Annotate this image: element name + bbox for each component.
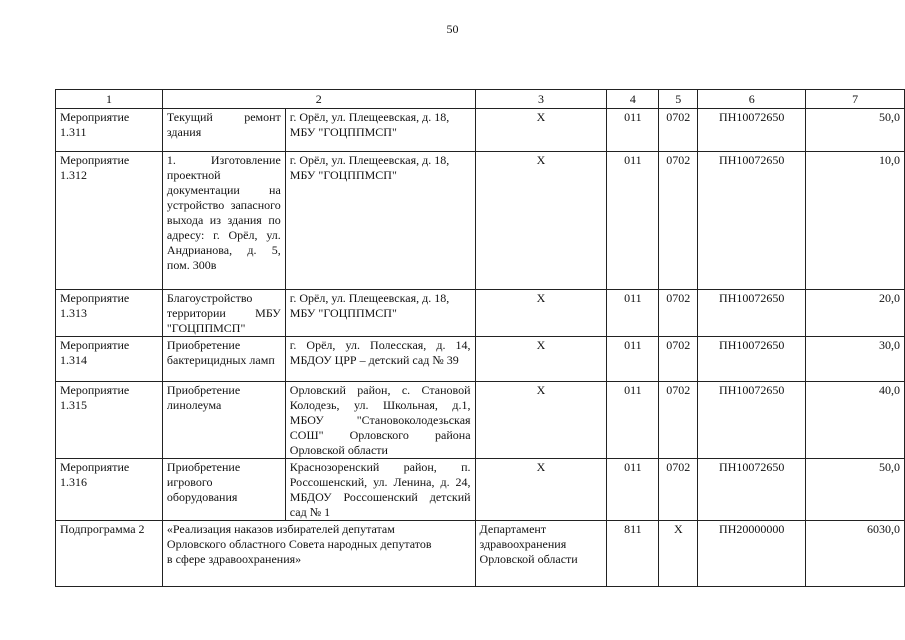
event-address-cell: г. Орёл, ул. Полесская, д. 14, МБДОУ ЦРР – детский сад № 39 [285,337,475,382]
target-code-cell: ПН10072650 [698,109,806,152]
event-id-cell: Мероприятие 1.312 [56,152,163,290]
code-cell: 811 [607,521,659,587]
section-cell: 0702 [659,337,698,382]
executor-cell: X [475,152,607,290]
subprogram-id-cell: Подпрограмма 2 [56,521,163,587]
code-cell: 011 [607,290,659,337]
event-address-cell: г. Орёл, ул. Плещеевская, д. 18, МБУ "ГОЦППМСП" [285,152,475,290]
event-name-cell: 1. Изготовление проектной документации на устройство запасного выхода из здания по адресу: г. Орёл, ул. Андрианова, д. 5, пом. 300в [162,152,285,290]
executor-cell: X [475,382,607,459]
header-cell-5: 5 [659,90,698,109]
code-cell: 011 [607,382,659,459]
budget-table [55,89,905,587]
header-cell-2: 2 [162,90,475,109]
event-id-cell: Мероприятие 1.315 [56,382,163,459]
target-code-cell: ПН10072650 [698,290,806,337]
amount-cell: 6030,0 [806,521,905,587]
page-number: 50 [446,22,459,36]
amount-cell: 20,0 [806,290,905,337]
section-cell: 0702 [659,382,698,459]
code-cell: 011 [607,109,659,152]
executor-cell: X [475,109,607,152]
executor-cell: X [475,337,607,382]
target-code-cell: ПН20000000 [698,521,806,587]
header-cell-7: 7 [806,90,905,109]
event-address-cell: г. Орёл, ул. Плещеевская, д. 18, МБУ "ГОЦППМСП" [285,290,475,337]
subprogram-executor-cell: Департамент здравоохранения Орловской области [475,521,607,587]
amount-cell: 10,0 [806,152,905,290]
section-cell: 0702 [659,290,698,337]
event-name-cell: Приобретение бактерицидных ламп [162,337,285,382]
event-name-cell: Приобретение линолеума [162,382,285,459]
amount-cell: 40,0 [806,382,905,459]
header-cell-6: 6 [698,90,806,109]
event-name-cell: Приобретение игрового оборудования [162,459,285,521]
executor-cell: X [475,459,607,521]
header-cell-3: 3 [475,90,607,109]
code-cell: 011 [607,152,659,290]
table-row [56,152,905,290]
target-code-cell: ПН10072650 [698,152,806,290]
code-cell: 011 [607,337,659,382]
code-cell: 011 [607,459,659,521]
event-id-cell: Мероприятие 1.316 [56,459,163,521]
table-row [56,290,905,337]
amount-cell: 50,0 [806,459,905,521]
table-row [56,382,905,459]
target-code-cell: ПН10072650 [698,382,806,459]
event-name-cell: Текущий ремонт здания [162,109,285,152]
event-address-cell: г. Орёл, ул. Плещеевская, д. 18, МБУ "ГОЦППМСП" [285,109,475,152]
event-address-cell: Орловский район, с. Становой Колодезь, ул. Школьная, д.1, МБОУ "Становоколодезьская СОШ" Орловского района Орловской области [285,382,475,459]
table-row [56,459,905,521]
subprogram-name-cell: «Реализация наказов избирателей депутатам Орловского областного Совета народных депутатов в сфере здравоохранения» [162,521,475,587]
event-id-cell: Мероприятие 1.311 [56,109,163,152]
header-cell-1: 1 [56,90,163,109]
subprogram-row [56,521,905,587]
section-cell: 0702 [659,152,698,290]
target-code-cell: ПН10072650 [698,337,806,382]
amount-cell: 30,0 [806,337,905,382]
executor-cell: X [475,290,607,337]
header-row [56,90,905,109]
amount-cell: 50,0 [806,109,905,152]
event-id-cell: Мероприятие 1.314 [56,337,163,382]
event-name-cell: Благоустройство территории МБУ "ГОЦППМСП" [162,290,285,337]
table-row [56,337,905,382]
table-row [56,109,905,152]
section-cell: X [659,521,698,587]
target-code-cell: ПН10072650 [698,459,806,521]
section-cell: 0702 [659,459,698,521]
section-cell: 0702 [659,109,698,152]
header-cell-4: 4 [607,90,659,109]
event-address-cell: Краснозоренский район, п. Россошенский, ул. Ленина, д. 24, МБДОУ Россошенский детский сад № 1 [285,459,475,521]
event-id-cell: Мероприятие 1.313 [56,290,163,337]
